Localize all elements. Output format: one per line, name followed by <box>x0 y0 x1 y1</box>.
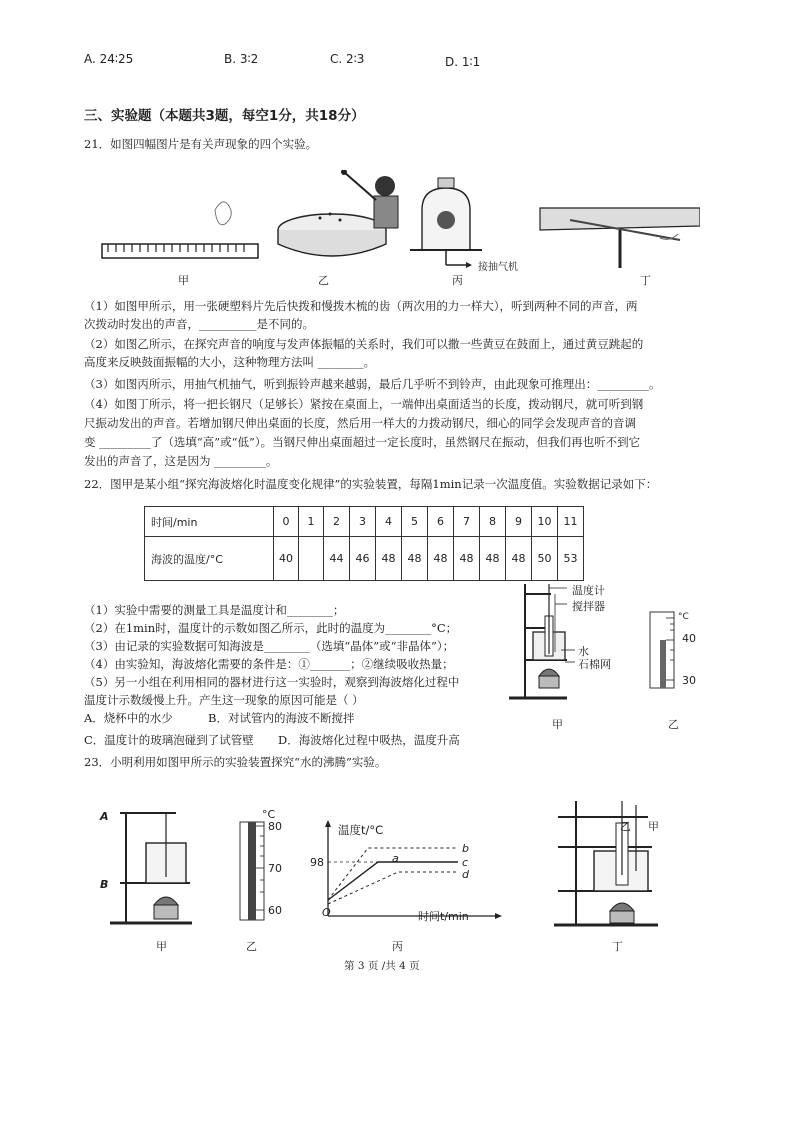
graph-ylabel: 温度t/°C <box>338 823 384 837</box>
q22-data-table <box>144 506 584 581</box>
q21-line-1: （1）如图甲所示，用一张硬塑料片先后快拨和慢拨木梳的齿（两次用的力一样大），听到两种不同的声音，两 <box>84 299 638 313</box>
q22-line-2: （2）在1min时，温度计的示数如图乙所示，此时的温度为________°C； <box>84 621 458 635</box>
table-cell: 48 <box>480 537 506 581</box>
q21-line-3: （2）如图乙所示，在探究声音的响度与发声体振幅的关系时，我们可以撒一些黄豆在鼓面上，通过黄豆跳起的 <box>84 337 644 351</box>
table-row <box>145 537 584 581</box>
q22-choice-a: A．烧杯中的水少 <box>84 711 173 725</box>
label-water: 水 <box>578 645 589 658</box>
table-cell: 46 <box>350 537 376 581</box>
q21-line-5: （3）如图丙所示，用抽气机抽气，听到振铃声越来越弱，最后几乎听不到铃声，由此现象可推理出：_________。 <box>84 377 661 391</box>
table-cell: 48 <box>454 537 480 581</box>
option-d: D. 1∶1 <box>445 55 481 69</box>
q22-line-6: 温度计示数缓慢上升。产生这一现象的原因可能是（ ） <box>84 693 364 707</box>
table-cell: 0 <box>274 507 299 537</box>
section-title: 三、实验题（本题共3题，每空1分，共18分） <box>84 108 365 124</box>
q22-stem: 22．图甲是某小组“探究海波熔化时温度变化规律”的实验装置，每隔1min记录一次温度值。实验数据记录如下： <box>84 477 658 491</box>
table-cell: 40 <box>274 537 299 581</box>
q22-thermo-unit: °C <box>678 612 689 622</box>
q21-line-7: 尺振动发出的声音。若增加钢尺伸出桌面的长度，然后用一样大的力拨动钢尺，细心的同学会发现声音的音调 <box>84 416 636 430</box>
table-row <box>145 507 584 537</box>
q21-stem: 21．如图四幅图片是有关声现象的四个实验。 <box>84 137 318 151</box>
q21-caption-yi: 乙 <box>318 274 329 287</box>
table-cell <box>299 537 324 581</box>
graph-xlabel: 时间t/min <box>418 910 469 923</box>
q22-choice-d: D．海波熔化过程中吸热，温度升高 <box>278 733 460 747</box>
q21-figures <box>100 170 700 270</box>
table-row-label: 时间/min <box>145 507 274 537</box>
q22-line-1: （1）实验中需要的测量工具是温度计和________； <box>84 603 345 617</box>
table-cell: 44 <box>324 537 350 581</box>
table-cell: 6 <box>428 507 454 537</box>
table-cell: 48 <box>402 537 428 581</box>
option-b: B. 3∶2 <box>224 52 259 66</box>
q21-caption-bing: 丙 <box>452 274 463 287</box>
q22-line-5: （5）另一小组在利用相同的器材进行这一实验时，观察到海波熔化过程中 <box>84 675 460 689</box>
table-cell: 48 <box>428 537 454 581</box>
line-label-c: c <box>462 856 469 869</box>
table-cell: 9 <box>506 507 532 537</box>
page-footer: 第 3 页 /共 4 页 <box>344 960 420 972</box>
q23-apparatus-ding <box>548 795 668 935</box>
table-cell: 48 <box>506 537 532 581</box>
q23-thermo-tick-60: 60 <box>268 904 282 917</box>
line-label-d: d <box>462 868 469 881</box>
q21-line-4: 高度来反映鼓面振幅的大小，这种物理方法叫 ________。 <box>84 355 376 369</box>
table-cell: 4 <box>376 507 402 537</box>
point-a-label: A <box>100 810 109 823</box>
table-cell: 48 <box>376 537 402 581</box>
q23-thermometer <box>238 820 268 922</box>
q22-line-3: （3）由记录的实验数据可知海波是________（选填“晶体”或“非晶体”）； <box>84 639 455 653</box>
drum-illustration <box>278 170 398 256</box>
table-cell: 50 <box>532 537 558 581</box>
table-cell: 53 <box>558 537 584 581</box>
label-stirrer: 搅拌器 <box>572 600 605 613</box>
q23-caption-yi: 乙 <box>246 940 257 953</box>
table-cell: 11 <box>558 507 584 537</box>
q21-line-2: 次拨动时发出的声音，__________是不同的。 <box>84 317 314 331</box>
q21-line-9: 发出的声音了，这是因为 _________。 <box>84 454 278 468</box>
graph-origin: O <box>322 906 331 919</box>
q22-caption-jia: 甲 <box>552 718 563 731</box>
q22-choice-b: B．对试管内的海波不断搅拌 <box>208 711 355 725</box>
q23-stem: 23．小明利用如图甲所示的实验装置探究“水的沸腾”实验。 <box>84 755 387 769</box>
q21-line-6: （4）如图丁所示，将一把长钢尺（足够长）紧按在桌面上，一端伸出桌面适当的长度，拨动钢尺，就可听到钢 <box>84 397 644 411</box>
table-cell: 10 <box>532 507 558 537</box>
table-cell: 3 <box>350 507 376 537</box>
q21-caption-jia: 甲 <box>178 274 189 287</box>
q23-thermo-tick-70: 70 <box>268 862 282 875</box>
q22-thermo-tick-40: 40 <box>682 632 696 645</box>
q23-caption-bing: 丙 <box>392 940 403 953</box>
ding-label-jia: 甲 <box>648 820 659 833</box>
q22-line-4: （4）由实验知，海波熔化需要的条件是：①_______；②继续吸收热量； <box>84 657 454 671</box>
ding-label-yi: 乙 <box>620 820 631 833</box>
table-cell: 7 <box>454 507 480 537</box>
table-cell: 8 <box>480 507 506 537</box>
line-label-a: a <box>392 852 399 865</box>
q21-caption-ding: 丁 <box>640 274 651 287</box>
line-label-b: b <box>462 842 469 855</box>
q23-thermo-unit: °C <box>262 808 276 821</box>
option-c: C. 2∶3 <box>330 52 365 66</box>
label-thermometer: 温度计 <box>572 584 605 597</box>
graph-ytick-98: 98 <box>310 856 324 869</box>
q23-caption-ding: 丁 <box>612 940 623 953</box>
bell-jar-illustration <box>410 178 482 268</box>
q22-apparatus <box>505 580 625 710</box>
option-a: A. 24∶25 <box>84 52 134 66</box>
comb-illustration <box>102 202 258 258</box>
table-cell: 2 <box>324 507 350 537</box>
q22-thermo-tick-30: 30 <box>682 674 696 687</box>
q23-caption-jia: 甲 <box>156 940 167 953</box>
point-b-label: B <box>100 878 109 891</box>
table-row-label: 海波的温度/°C <box>145 537 274 581</box>
q22-caption-yi: 乙 <box>668 718 679 731</box>
q23-thermo-tick-80: 80 <box>268 820 282 833</box>
table-cell: 5 <box>402 507 428 537</box>
q22-choice-c: C．温度计的玻璃泡碰到了试管壁 <box>84 733 254 747</box>
table-cell: 1 <box>299 507 324 537</box>
label-gauze: 石棉网 <box>578 658 611 671</box>
ruler-illustration <box>540 208 700 268</box>
q23-apparatus-jia <box>100 805 210 935</box>
pump-label: 接抽气机 <box>478 262 518 273</box>
q21-line-8: 变 _________了（选填“高”或“低”）。当钢尺伸出桌面超过一定长度时，虽然钢尺在振动，但我们再也听不到它 <box>84 435 641 449</box>
